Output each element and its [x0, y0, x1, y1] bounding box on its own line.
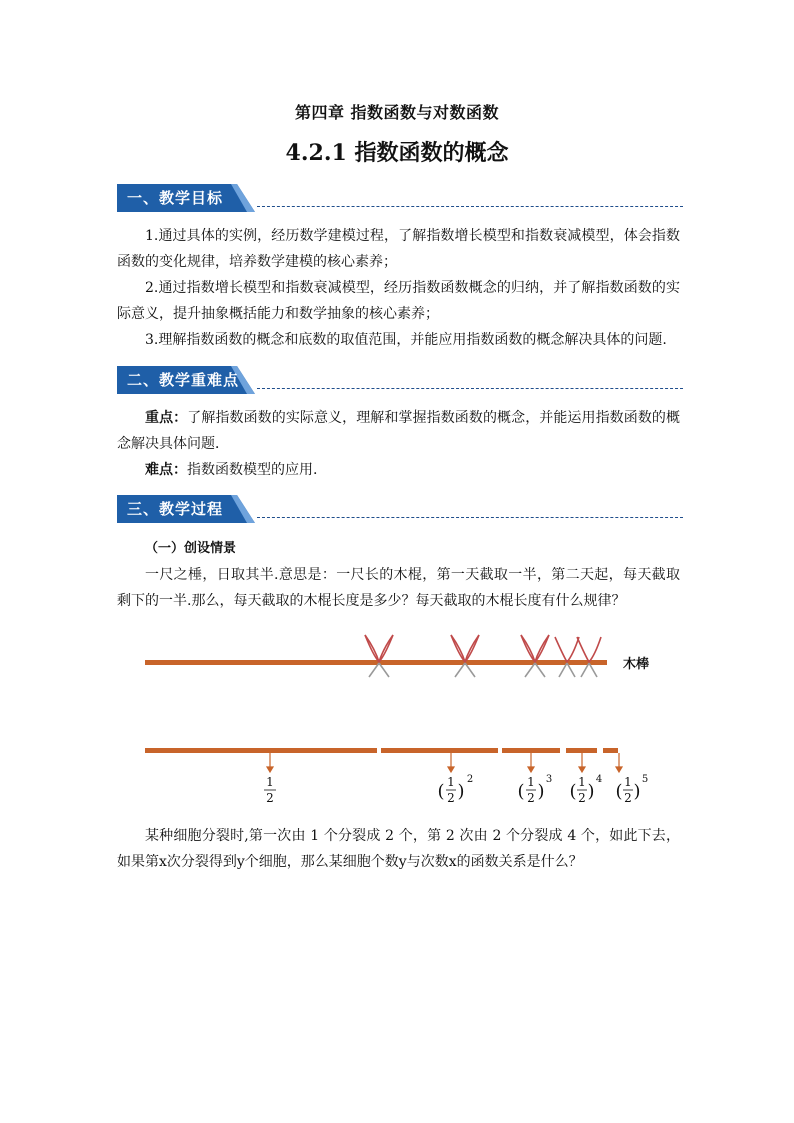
fraction-denominator: 2 [578, 791, 586, 805]
fraction-numerator: 1 [447, 775, 455, 789]
right-paren: ) [587, 781, 595, 802]
power-label [437, 774, 473, 805]
stick [145, 660, 607, 665]
fraction-numerator: 1 [527, 775, 535, 789]
arrow-head [267, 767, 273, 772]
power-label [615, 774, 648, 805]
power-label [569, 774, 602, 805]
scissors-icon [365, 635, 393, 677]
fraction-denominator: 2 [447, 791, 455, 805]
fraction-numerator: 1 [624, 775, 632, 789]
section-header-key-points [117, 364, 683, 398]
paragraph-text: 某种细胞分裂时,第一次由 1 个分裂成 2 个，第 2 次由 2 个分裂成 4 个，如此下去，如果第x次分裂得到y个细胞，那么某细胞个数y与次数x的函数关系是什么？ [117, 828, 680, 870]
left-paren: ( [517, 781, 525, 802]
goal-item: 3.理解指数函数的概念和底数的取值范围，并能应用指数函数的概念解决具体的问题. [145, 332, 667, 348]
fraction-denominator: 2 [527, 791, 535, 805]
right-paren: ) [457, 781, 465, 802]
right-paren: ) [633, 781, 641, 802]
stick-segment [502, 748, 560, 753]
arrow-head [579, 767, 585, 772]
stick-figure [117, 625, 677, 815]
fraction-numerator: 1 [266, 775, 274, 789]
left-paren: ( [615, 781, 623, 802]
right-paren: ) [537, 781, 545, 802]
stick-segment [566, 748, 597, 753]
section-title: 二、教学重难点 [127, 371, 240, 389]
difficulty-label: 难点： [145, 462, 187, 478]
exponent: 3 [545, 774, 553, 785]
section-divider [257, 517, 683, 518]
section-title: 三、教学过程 [127, 500, 224, 518]
key-text: 了解指数函数的实际意义，理解和掌握指数函数的概念，并能运用指数函数的概念解决具体问题． [117, 410, 681, 452]
exponent: 5 [641, 774, 649, 785]
cell-division-paragraph [117, 823, 680, 875]
stick-label: 木棒 [623, 657, 650, 672]
scissors-icon [451, 635, 479, 677]
stick-segment [603, 748, 618, 753]
lesson-title: 4.2.1 指数函数的概念 [285, 140, 509, 166]
scissors-icon [577, 637, 601, 677]
stick-segment [145, 748, 377, 753]
paragraph-text: 一尺之棰，日取其半.意思是：一尺长的木棍，第一天截取一半，第二天起，每天截取剩下的一半.那么，每天截取的木棍长度是多少？每天截取的木棍长度有什么规律？ [117, 567, 680, 609]
difficulty-text: 指数函数模型的应用. [187, 462, 318, 478]
subheading: （一）创设情景 [145, 541, 237, 556]
key-label: 重点： [145, 410, 188, 426]
key-point [117, 405, 680, 457]
scissors-icon [521, 635, 549, 677]
fraction-denominator: 2 [624, 791, 632, 805]
key-points [117, 405, 680, 483]
section-header-process [117, 493, 683, 527]
arrow-head [528, 767, 534, 772]
exponent: 2 [466, 774, 474, 785]
fraction-denominator: 2 [266, 791, 274, 805]
scenario-paragraph [117, 562, 680, 614]
fraction-numerator: 1 [578, 775, 586, 789]
arrow-head [616, 767, 622, 772]
exponent: 4 [595, 774, 603, 785]
left-paren: ( [437, 781, 445, 802]
difficulty [117, 457, 680, 483]
goals-list [117, 223, 680, 353]
section-title: 一、教学目标 [127, 189, 224, 207]
section-divider [257, 206, 683, 207]
section-divider [257, 388, 683, 389]
scissors-icon [555, 637, 579, 677]
stick-segment [381, 748, 498, 753]
arrow-head [448, 767, 454, 772]
left-paren: ( [569, 781, 577, 802]
section-header-goals [117, 182, 683, 216]
chapter-title: 第四章 指数函数与对数函数 [294, 103, 500, 122]
goal-item: 1.通过具体的实例，经历数学建模过程，了解指数增长模型和指数衰减模型，体会指数函数的变化规律，培养数学建模的核心素养； [117, 228, 680, 270]
goal-item: 2.通过指数增长模型和指数衰减模型，经历指数函数概念的归纳，并了解指数函数的实际意义，提升抽象概括能力和数学抽象的核心素养； [117, 280, 680, 322]
power-label [517, 774, 552, 805]
